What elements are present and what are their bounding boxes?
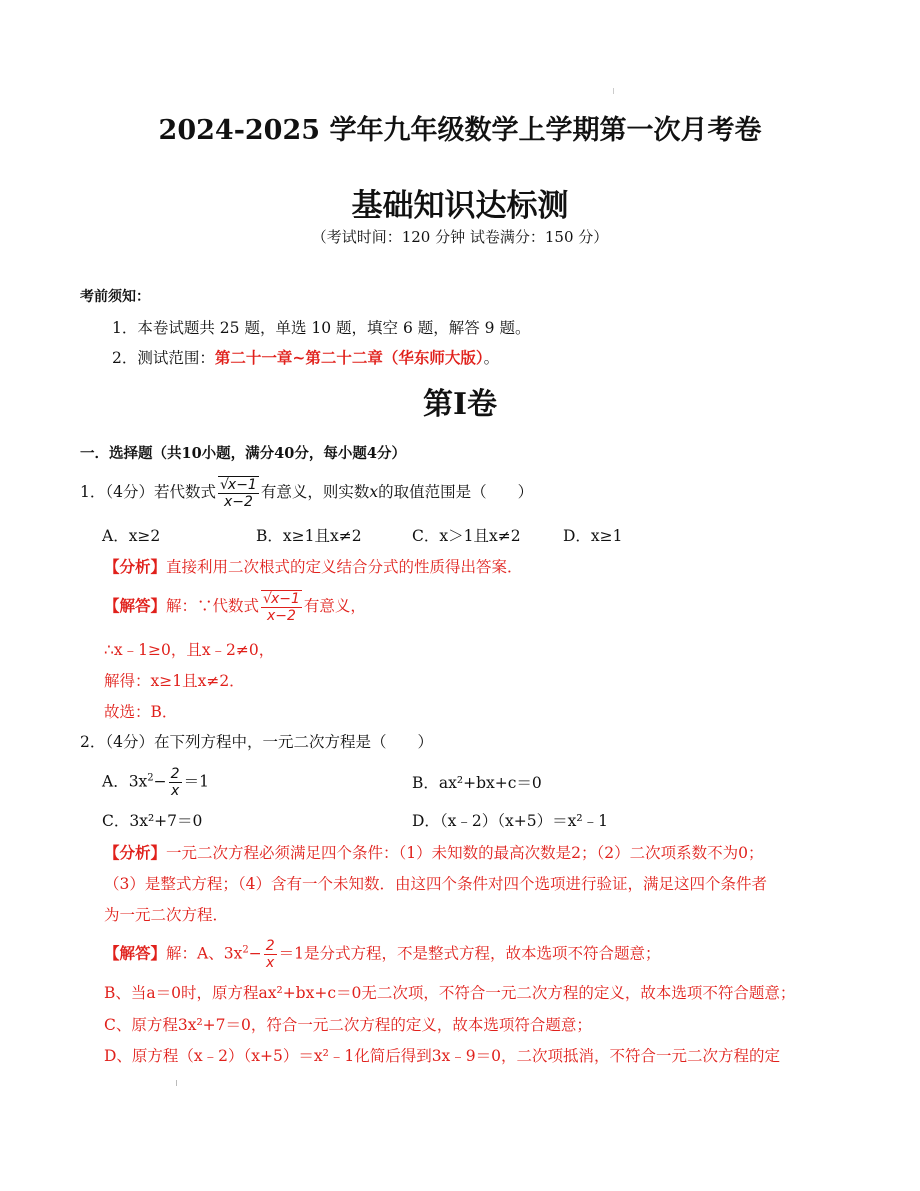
- scan-mark: [613, 88, 614, 94]
- q1-solution-line-2: 解得：x≥1且x≠2．: [104, 672, 245, 690]
- q1-fraction: $\frac{√x-1}{x-2}$: [219, 477, 257, 510]
- q1-option-b[interactable]: B．x≥1且x≠2: [256, 527, 362, 545]
- q1-stem-end: 的取值范围是（ ）: [378, 483, 534, 501]
- q2-analysis-line-2: （3）是整式方程；（4）含有一个未知数．由这四个条件对四个选项进行验证，满足这四个条件者: [104, 875, 767, 893]
- q2-option-a-rhs: ＝1: [183, 772, 209, 791]
- q2-solution: 【解答】解：A、$3x^2-$ $\frac{2}{x}$ ＝1是分式方程，不是整式方程，故本选项不符合题意；: [104, 938, 661, 971]
- q2-analysis-text-1: 一元二次方程必须满足四个条件：（1）未知数的最高次数是2；（2）二次项系数不为0；: [166, 844, 764, 862]
- document-title: 2024-2025 学年九年级数学上学期第一次月考卷: [158, 115, 762, 146]
- q1-solution-fraction-numerator: x−1: [270, 591, 300, 607]
- q1-option-d[interactable]: D．x≥1: [563, 527, 623, 545]
- q2-solution-d: D、原方程（x﹣2）（x+5）＝x²﹣1化简后得到3x﹣9＝0，二次项抵消，不符合一元二次方程的定: [104, 1047, 781, 1065]
- q1-variable: x: [369, 483, 379, 501]
- notes-item-2: [112, 346, 499, 368]
- volume-title: 第Ⅰ卷: [422, 387, 498, 422]
- q1-solution-tag: 【解答】: [104, 596, 167, 615]
- notes-item-2-suffix: 。: [483, 349, 500, 367]
- q1-solution: [104, 590, 366, 624]
- q1-option-a[interactable]: A．x≥2: [102, 527, 161, 545]
- q1-solution-end: 有意义，: [303, 597, 366, 615]
- notes-item-1: 1．本卷试题共 25 题，单选 10 题，填空 6 题，解答 9 题。: [112, 319, 531, 337]
- q2-solution-a-denominator: x: [266, 955, 275, 971]
- document-subtitle: 基础知识达标测: [351, 188, 569, 224]
- q1-solution-fraction: $\frac{√x-1}{x-2}$: [263, 591, 300, 624]
- exam-info: （考试时间：120 分钟 试卷满分：150 分）: [311, 228, 609, 246]
- q1-analysis-tag: 【分析】: [104, 557, 167, 576]
- q2-analysis-line-3: 为一元二次方程．: [104, 906, 229, 924]
- q2-solution-tag: 【解答】: [104, 943, 167, 963]
- q1-analysis: [104, 555, 523, 577]
- footer-mark: [176, 1080, 177, 1086]
- question-1-stem: [80, 476, 533, 510]
- q1-stem-middle: 有意义，则实数: [260, 483, 370, 501]
- q1-solution-fraction-denominator: x−2: [266, 608, 296, 624]
- notes-item-2-prefix: 2．测试范围：: [112, 349, 215, 367]
- section-heading: 一．选择题（共10小题，满分40分，每小题4分）: [80, 445, 406, 462]
- q2-option-a-fraction: [169, 766, 182, 799]
- q2-solution-a-numerator: 2: [265, 938, 275, 954]
- notes-heading: 考前须知：: [80, 289, 150, 305]
- q1-fraction-numerator: x−1: [227, 477, 257, 493]
- test-scope: 第二十一章~第二十二章（华东师大版）: [214, 348, 484, 367]
- q2-analysis-tag: 【分析】: [104, 843, 167, 862]
- q2-option-a-term: A．3x: [102, 772, 148, 791]
- q1-fraction-denominator: x−2: [223, 494, 253, 510]
- q2-option-d[interactable]: D．（x﹣2）（x+5）＝x²﹣1: [412, 812, 608, 830]
- q2-solution-b: B、当a＝0时，原方程ax²+bx+c＝0无二次项，不符合一元二次方程的定义，故本选项不符合题意；: [104, 984, 796, 1002]
- q2-option-a-numerator: 2: [170, 766, 180, 782]
- q2-solution-a-text: ＝1是分式方程，不是整式方程，故本选项不符合题意；: [278, 944, 661, 963]
- q1-solution-start: 解：∵代数式: [166, 597, 260, 615]
- q1-option-c[interactable]: C．x＞1且x≠2: [412, 527, 521, 545]
- question-2-stem: 2．（4分）在下列方程中，一元二次方程是（ ）: [80, 733, 433, 751]
- q1-solution-line-1: ∴x﹣1≥0，且x﹣2≠0，: [104, 641, 275, 659]
- q2-option-b[interactable]: B．ax²+bx+c＝0: [412, 774, 542, 792]
- q2-solution-a-term: 解：A、3x: [166, 944, 243, 963]
- q2-option-c[interactable]: C．3x²+7＝0: [102, 812, 203, 830]
- q2-analysis: [104, 841, 763, 863]
- q2-option-a-denominator: x: [170, 783, 180, 799]
- q2-solution-a-fraction: [264, 938, 277, 971]
- q2-solution-c: C、原方程3x²+7＝0，符合一元二次方程的定义，故本选项符合题意；: [104, 1016, 592, 1034]
- q2-option-a[interactable]: A．$3x^2-$ $\frac{2}{x}$ ＝1: [102, 766, 209, 799]
- q1-stem-start: 1．（4分）若代数式: [80, 483, 216, 501]
- q1-analysis-text: 直接利用二次根式的定义结合分式的性质得出答案．: [166, 558, 523, 576]
- q1-answer: 故选：B．: [104, 703, 178, 721]
